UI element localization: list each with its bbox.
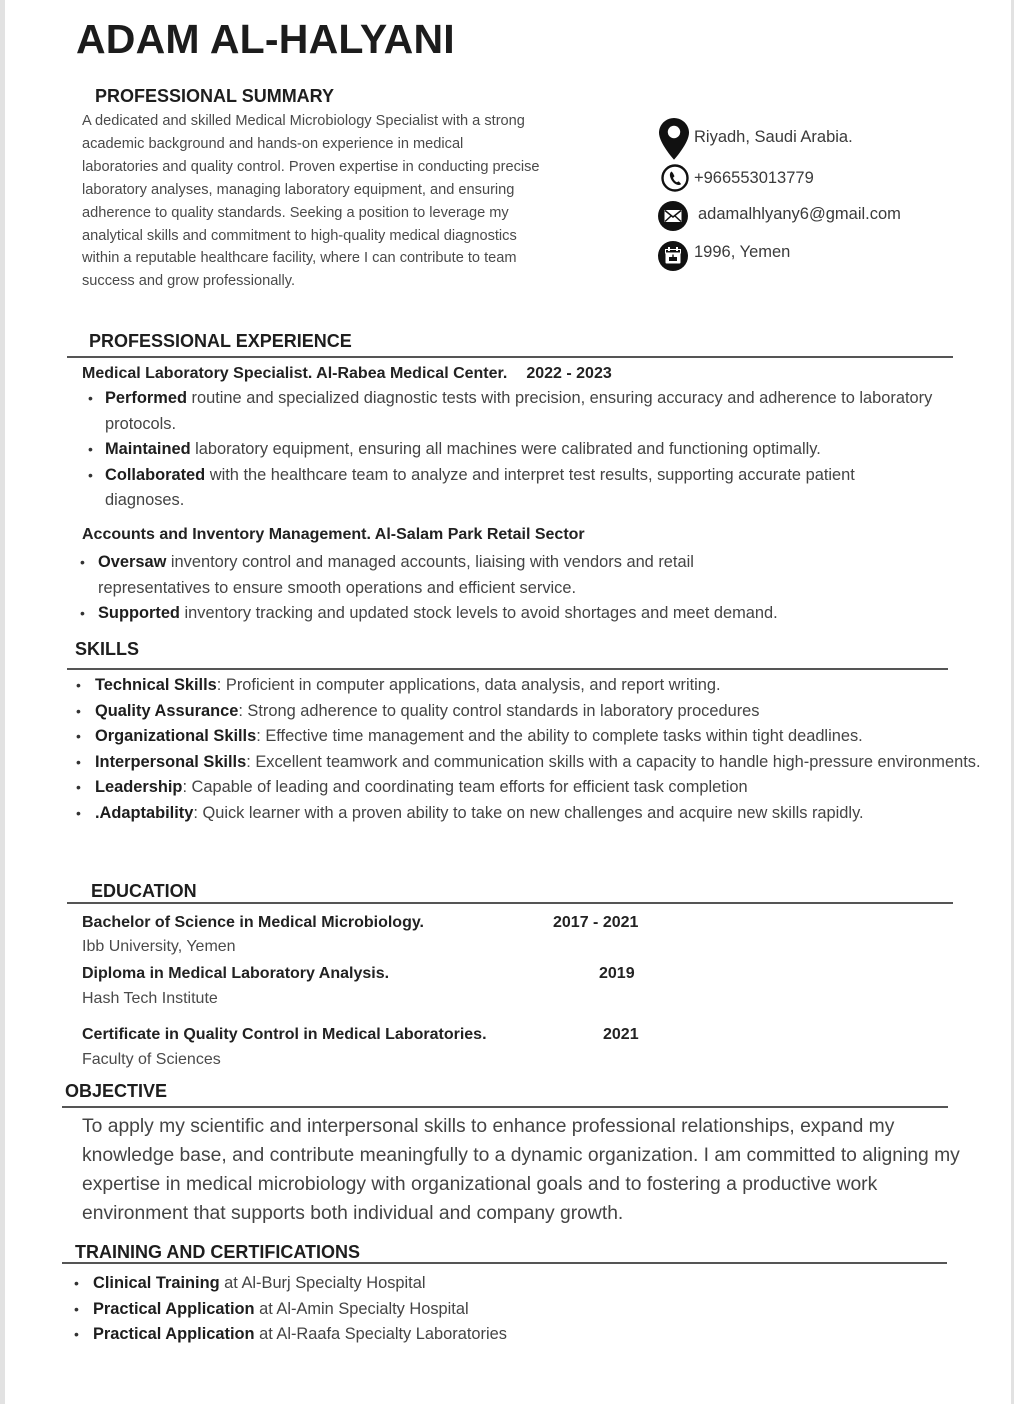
training-heading: TRAINING AND CERTIFICATIONS bbox=[75, 1242, 360, 1262]
training-list bbox=[74, 1271, 774, 1348]
job-title: Medical Laboratory Specialist. Al-Rabea Medical Center. 2022 - 2023 bbox=[82, 365, 612, 382]
location-text: Riyadh, Saudi Arabia. bbox=[694, 127, 853, 146]
job-title: Accounts and Inventory Management. Al-Salam Park Retail Sector bbox=[82, 526, 585, 543]
list-item: • Clinical Training at Al-Burj Specialty Hospital bbox=[74, 1271, 774, 1297]
phone-text[interactable]: +966553013779 bbox=[694, 168, 814, 187]
objective-text: To apply my scientific and interpersonal skills to enhance professional relationships, expand my knowledge base, and contribute meaningfully to a dynamic organization. I am committed to aligning my expertise in medical microbiology with organizational goals and to fostering a productive work environment that supports both individual and company growth. bbox=[82, 1116, 960, 1224]
list-item: • Interpersonal Skills: Excellent teamwork and communication skills with a capacity to handle high-pressure environments. bbox=[76, 750, 986, 776]
experience-heading: PROFESSIONAL EXPERIENCE bbox=[89, 331, 352, 351]
job-bullets bbox=[88, 386, 938, 514]
education-institution: Hash Tech Institute bbox=[82, 990, 218, 1007]
education-year: 2021 bbox=[603, 1026, 639, 1043]
phone-icon bbox=[659, 162, 691, 194]
candidate-name: ADAM AL-HALYANI bbox=[76, 16, 455, 62]
birth-text: 1996, Yemen bbox=[694, 242, 791, 261]
job-dates: 2022 - 2023 bbox=[526, 365, 612, 382]
education-institution: Faculty of Sciences bbox=[82, 1051, 221, 1068]
list-item: • Performed routine and specialized diagnostic tests with precision, ensuring accuracy and adherence to laboratory protocols. bbox=[88, 386, 938, 437]
objective-heading: OBJECTIVE bbox=[65, 1081, 168, 1101]
list-item: • Practical Application at Al-Amin Specialty Hospital bbox=[74, 1297, 774, 1323]
list-item: • Organizational Skills: Effective time management and the ability to complete tasks within tight deadlines. bbox=[76, 724, 986, 750]
education-heading: EDUCATION bbox=[91, 881, 197, 901]
page-edge-left bbox=[0, 0, 5, 1404]
list-item: • .Adaptability: Quick learner with a proven ability to take on new challenges and acquire new skills rapidly. bbox=[76, 801, 986, 827]
job-bullets bbox=[80, 550, 900, 627]
list-item: • Maintained laboratory equipment, ensuring all machines were calibrated and functioning optimally. bbox=[88, 437, 938, 463]
skills-heading: SKILLS bbox=[75, 639, 140, 659]
education-year: 2017 - 2021 bbox=[553, 914, 639, 931]
skills-list bbox=[76, 673, 986, 826]
list-item: • Collaborated with the healthcare team to analyze and interpret test results, supporting accurate patient diagnoses. bbox=[88, 463, 938, 514]
email-text[interactable]: adamalhlyany6@gmail.com bbox=[698, 205, 901, 223]
education-title: Certificate in Quality Control in Medical Laboratories. bbox=[82, 1026, 487, 1043]
list-item: • Quality Assurance: Strong adherence to quality control standards in laboratory procedures bbox=[76, 699, 986, 725]
contact-email bbox=[656, 200, 901, 232]
mail-icon bbox=[657, 200, 689, 232]
list-item: • Supported inventory tracking and updated stock levels to avoid shortages and meet demand. bbox=[80, 601, 900, 627]
experience-divider bbox=[67, 356, 953, 358]
contact-birth bbox=[656, 240, 790, 272]
calendar-icon bbox=[657, 240, 689, 272]
objective-divider bbox=[62, 1106, 948, 1108]
list-item: • Technical Skills: Proficient in computer applications, data analysis, and report writing. bbox=[76, 673, 986, 699]
summary-heading: PROFESSIONAL SUMMARY bbox=[95, 86, 335, 106]
summary-text: A dedicated and skilled Medical Microbiology Specialist with a strong academic background and hands-on experience in medical laboratories and quality control. Proven expertise in conducting precise laboratory analyses, managing laboratory equipment, and ensuring adherence to quality standards. Seeking a position to leverage my analytical skills and commitment to high-quality medical diagnostics within a reputable healthcare facility, where I can contribute to team success and grow professionally. bbox=[82, 113, 540, 290]
list-item: • Oversaw inventory control and managed accounts, liaising with vendors and retail representatives to ensure smooth operations and efficient service. bbox=[80, 550, 780, 601]
education-title: Diploma in Medical Laboratory Analysis. bbox=[82, 965, 390, 982]
list-item: • Practical Application at Al-Raafa Specialty Laboratories bbox=[74, 1322, 774, 1348]
education-divider bbox=[67, 902, 953, 904]
education-year: 2019 bbox=[599, 965, 635, 982]
education-institution: Ibb University, Yemen bbox=[82, 938, 236, 955]
contact-location bbox=[656, 117, 853, 161]
list-item: • Leadership: Capable of leading and coordinating team efforts for efficient task completion bbox=[76, 775, 986, 801]
training-divider bbox=[62, 1262, 947, 1264]
contact-phone bbox=[656, 162, 814, 194]
skills-divider bbox=[67, 668, 948, 670]
map-pin-icon bbox=[656, 117, 692, 161]
education-title: Bachelor of Science in Medical Microbiology. bbox=[82, 914, 424, 931]
